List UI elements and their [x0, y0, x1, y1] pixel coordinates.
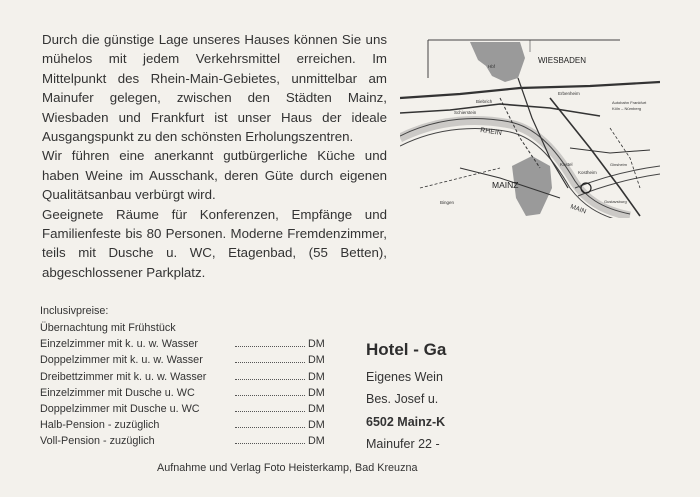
price-subheader: Übernachtung mit Frühstück	[40, 322, 176, 334]
map-label-koeln: Köln – Nürnberg	[612, 106, 642, 111]
map-label-wiesbaden: WIESBADEN	[538, 56, 587, 65]
price-currency: DM	[308, 386, 325, 399]
price-row	[40, 369, 338, 385]
price-dots	[235, 434, 305, 444]
price-dots	[235, 353, 305, 363]
price-dots	[235, 370, 305, 380]
map-label-gustavsburg: Gustavsburg	[604, 199, 627, 204]
description-paragraph: Geeignete Räume für Konferenzen, Empfänge und Familienfeste bis 80 Personen. Moderne Fremdenzimmer, teils mit Dusche u. WC, Etagenbad, (55 Betten), abgeschlossener Parkplatz.	[42, 206, 387, 280]
map-label-rhein: RHEIN	[479, 127, 503, 138]
price-currency: DM	[308, 419, 325, 432]
hotel-name: Hotel - Ga	[366, 340, 447, 359]
map-label-main: MAIN	[569, 203, 587, 216]
wiesbaden-area	[470, 42, 525, 82]
hotel-address-city: 6502 Mainz-K	[366, 415, 446, 429]
price-row	[40, 433, 338, 449]
price-row	[40, 320, 338, 336]
map-label-schierstein: Schierstein	[454, 110, 477, 115]
price-row-label: Voll-Pension - zuzüglich	[40, 435, 155, 448]
location-map	[400, 38, 660, 218]
price-row	[40, 385, 338, 401]
map-label-autobahn: Autobahn Frankfurt	[612, 100, 647, 105]
price-currency: DM	[308, 354, 325, 367]
map-label-biebrich: Biebrich	[476, 99, 493, 104]
hotel-address-street: Mainufer 22 -	[366, 437, 440, 451]
price-currency: DM	[308, 338, 325, 351]
map-label-kostel: Kostel	[560, 162, 573, 167]
price-row-label: Einzelzimmer mit Dusche u. WC	[40, 386, 195, 399]
price-dots	[235, 418, 305, 428]
map-label-hbf: Hbf	[488, 64, 496, 69]
description-text	[42, 30, 387, 282]
price-row-label: Doppelzimmer mit k. u. w. Wasser	[40, 354, 203, 367]
price-currency: DM	[308, 402, 325, 415]
price-dots	[235, 337, 305, 347]
price-currency: DM	[308, 370, 325, 383]
price-row	[40, 417, 338, 433]
hotel-info-line: Bes. Josef u.	[366, 392, 439, 406]
photo-credit: Aufnahme und Verlag Foto Heisterkamp, Bad Kreuzna	[157, 462, 418, 474]
hotel-info-line: Eigenes Wein	[366, 370, 443, 384]
map-label-kostheim: Kostheim	[578, 170, 597, 175]
price-row-label: Dreibettzimmer mit k. u. w. Wasser	[40, 370, 207, 383]
description-paragraph: Wir führen eine anerkannt gutbürgerliche Küche und haben Weine im Ausschank, deren Güte durch eigenen Qualitätsanbau verbürgt wird.	[42, 148, 387, 203]
map-label-bingen: Bingen	[440, 200, 455, 205]
price-currency: DM	[308, 435, 325, 448]
map-label-mainz: MAINZ	[492, 180, 519, 190]
price-row	[40, 352, 338, 368]
price-list-header: Inclusivpreise:	[40, 305, 109, 317]
price-dots	[235, 386, 305, 396]
price-dots	[235, 402, 305, 412]
description-paragraph: Durch die günstige Lage unseres Hauses können Sie uns mühelos mit jedem Verkehrsmittel erreichen. Im Mittelpunkt des Rhein-Main-Gebietes, unmittelbar am Mainufer gelegen, zwischen den Städten Mainz, Wiesbaden und Frankfurt ist unser Haus der ideale Ausgangspunkt zu den schönsten Erholungszentren.	[42, 32, 387, 145]
price-row-label: Einzelzimmer mit k. u. w. Wasser	[40, 338, 198, 351]
map-label-erbenheim: Erbenheim	[558, 91, 580, 96]
price-row-label: Halb-Pension - zuzüglich	[40, 419, 160, 432]
price-list	[40, 305, 338, 450]
map-label-ginsheim: Ginsheim	[610, 162, 627, 167]
price-row-label: Doppelzimmer mit Dusche u. WC	[40, 402, 200, 415]
price-row	[40, 336, 338, 352]
price-row	[40, 401, 338, 417]
